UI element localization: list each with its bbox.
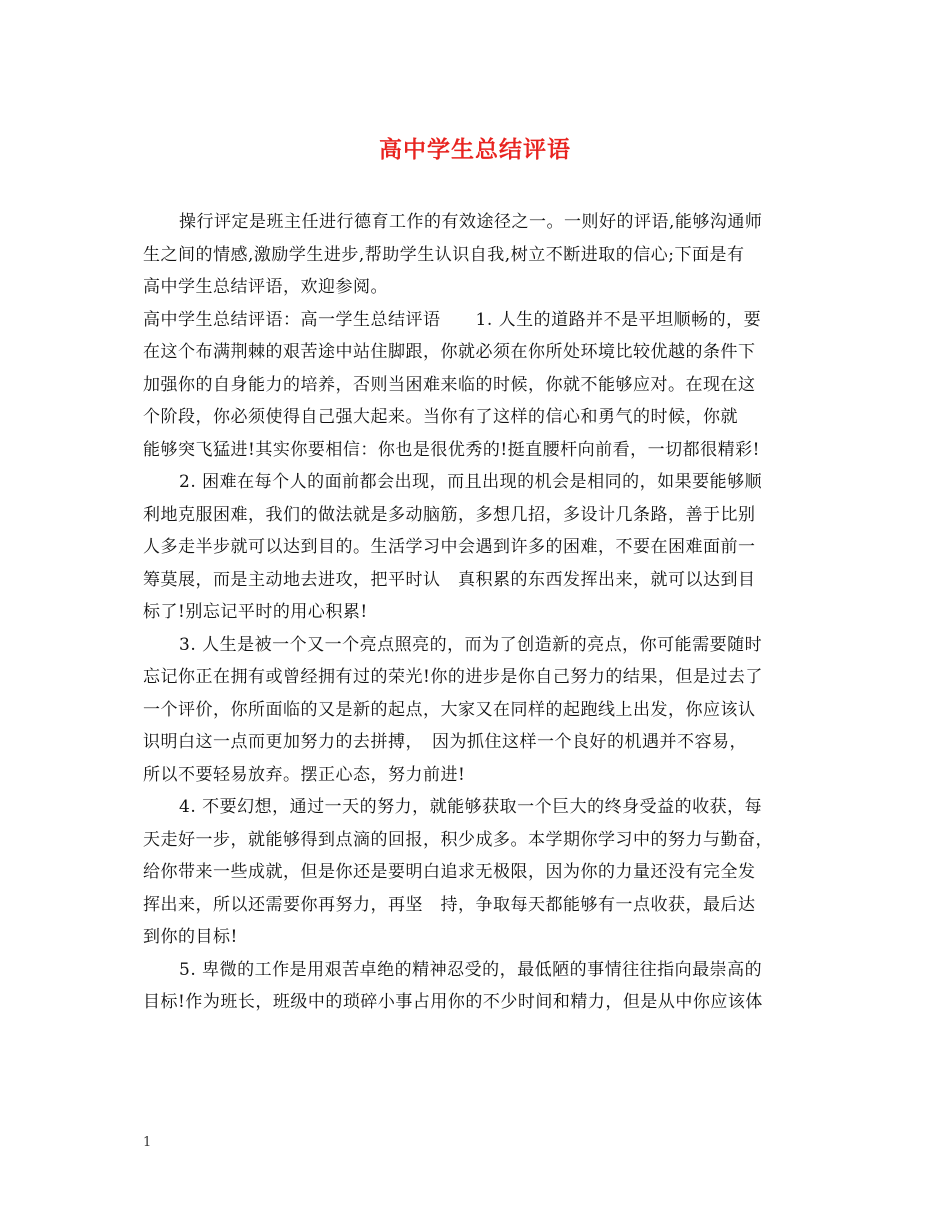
document-title: 高中学生总结评语 (379, 136, 571, 163)
text-line: 高中学生总结评语，欢迎参阅。 (143, 277, 388, 297)
text-line: 4. 不要幻想，通过一天的努力，就能够获取一个巨大的终身受益的收获，每 (179, 797, 763, 817)
text-line: 给你带来一些成就，但是你还是要明白追求无极限，因为你的力量还没有完全发 (143, 862, 756, 882)
text-line: 一个评价，你所面临的又是新的起点，大家又在同样的起跑线上出发，你应该认 (143, 699, 756, 720)
text-line: 筹莫展，而是主动地去进攻，把平时认 真积累的东西发挥出来，就可以达到目 (143, 569, 756, 590)
text-line: 利地克服困难，我们的做法就是多动脑筋，多想几招，多设计几条路，善于比别 (143, 504, 756, 525)
text-line: 2. 困难在每个人的面前都会出现，而且出现的机会是相同的，如果要能够顺 (179, 472, 763, 492)
text-line: 目标!作为班长，班级中的琐碎小事占用你的不少时间和精力，但是从中你应该体 (143, 992, 763, 1012)
text-line: 5. 卑微的工作是用艰苦卓绝的精神忍受的，最低陋的事情往往指向最崇高的 (179, 959, 763, 980)
text-line: 忘记你正在拥有或曾经拥有过的荣光!你的进步是你自己努力的结果，但是过去了 (143, 667, 763, 687)
text-line: 在这个布满荆棘的艰苦途中站住脚跟，你就必须在你所处环境比较优越的条件下 (143, 342, 756, 362)
document-body (143, 206, 815, 1019)
text-line: 加强你的自身能力的培养，否则当困难来临的时候，你就不能够应对。在现在这 (143, 374, 756, 395)
text-line: 个阶段，你必须使得自己强大起来。当你有了这样的信心和勇气的时候，你就 (143, 407, 738, 427)
text-line: 高中学生总结评语：高一学生总结评语 1. 人生的道路并不是平坦顺畅的，要 (143, 309, 762, 330)
text-line: 所以不要轻易放弃。摆正心态，努力前进! (143, 764, 466, 785)
text-line: 操行评定是班主任进行德育工作的有效途径之一。一则好的评语,能够沟通师 (179, 212, 763, 232)
text-line: 天走好一步，就能够得到点滴的回报，积少成多。本学期你学习中的努力与勤奋， (143, 829, 773, 850)
page-number: 1 (143, 1135, 152, 1150)
text-line: 生之间的情感,激励学生进步,帮助学生认识自我,树立不断进取的信心;下面是有 (143, 244, 745, 265)
text-line: 能够突飞猛进!其实你要相信：你也是很优秀的!挺直腰杆向前看，一切都很精彩! (143, 439, 760, 460)
text-line: 人多走半步就可以达到目的。生活学习中会遇到许多的困难，不要在困难面前一 (143, 537, 756, 557)
text-line: 识明白这一点而更加努力的去拼搏， 因为抓住这样一个良好的机遇并不容易， (143, 732, 747, 752)
text-line: 挥出来，所以还需要你再努力，再坚 持，争取每天都能够有一点收获，最后达 (143, 894, 756, 915)
text-line: 到你的目标! (143, 927, 238, 947)
text-line: 3. 人生是被一个又一个亮点照亮的，而为了创造新的亮点，你可能需要随时 (179, 634, 763, 655)
text-line: 标了!别忘记平时的用心积累! (143, 602, 368, 622)
